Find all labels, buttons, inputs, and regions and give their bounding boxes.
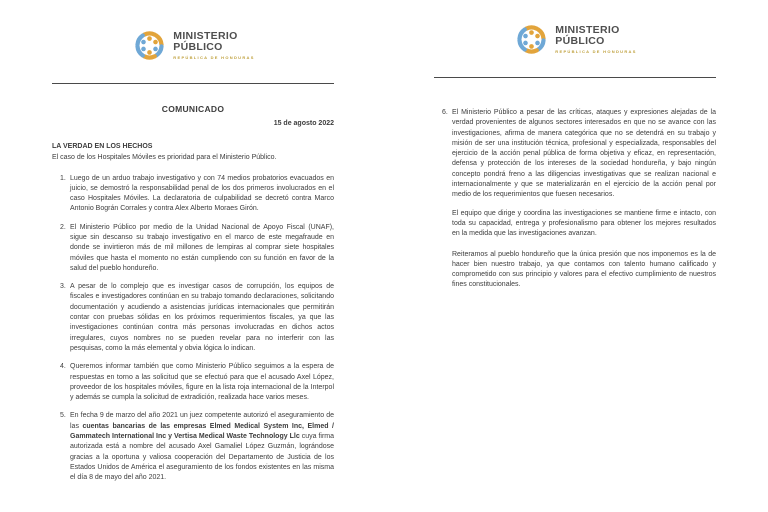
item-text: Luego de un arduo trabajo investigativo y con 74 medios probatorios evacuados en juicio, se demostró la responsabilidad penal de los dos primeros involucrados en el caso Hospitales Móviles. La declaratoria de culpabilidad se decretó contra Marco Antonio Bográn Corrales y contra Alex Alberto Moraes Girón.	[70, 174, 334, 213]
list-item	[52, 223, 334, 274]
item-text: A pesar de lo complejo que es investigar casos de corrupción, los equipos de fiscales e investigadores continúan en su trabajo tomando declaraciones, solicitando documentación y acudiendo a asistencias jurídicas internacionales que permitirán contar con pruebas sólidas en los próximos requerimientos fiscales, ya que las investigaciones continúan contra más personas involucradas en dichos actos irregulares, cuyos nombres no se pueden revelar para no interferir con las pesquisas, como la más elemental y obvia lógica lo indican.	[70, 283, 334, 352]
item-number: 5.	[60, 412, 66, 420]
item-number: 4.	[60, 363, 66, 371]
logo-subtitle: REPÚBLICA DE HONDURAS	[555, 48, 637, 54]
numbered-list-page2	[434, 108, 716, 201]
closing-paragraph: El equipo que dirige y coordina las investigaciones se mantiene firme e intacto, con toda su capacidad, entrega y profesionalismo para obtener los mejores resultados en la medida que las investigaciones avanzan.	[452, 209, 716, 238]
section-subheading: El caso de los Hospitales Móviles es prioridad para el Ministerio Público.	[52, 153, 277, 161]
ministry-logo-text	[555, 25, 636, 54]
item-number: 2.	[60, 223, 66, 231]
logo-title-line2: PÚBLICO	[555, 35, 605, 48]
page-1	[52, 20, 334, 492]
closing-paragraphs	[452, 209, 716, 291]
ministry-logo-text	[173, 31, 254, 60]
item-text: El Ministerio Público a pesar de las críticas, ataques y expresiones alejadas de la verdad provenientes de algunos sectores interesados en que no se avance con las investigaciones, afirma de manera categórica que no se detendrá en su trabajo y misión de ser una institución técnica, profesional y especializada, responsables del ejercicio de la acción penal pública de forma objetiva y eficaz, en representación, defensa y protección de los intereses de la sociedad hondureña, y bajo ningún concepto pondrá freno a las diligencias investigativas que se realizan nacional e internacionalmente y que se materializarán en el ejercicio de la acción penal por medio de los requerimientos que fuesen necesarios.	[452, 109, 716, 199]
communique-date: 15 de agosto 2022	[273, 120, 334, 127]
list-item	[52, 282, 334, 354]
item-text: En fecha 9 de marzo del año 2021 un juez competente autorizó el aseguramiento de las cuentas bancarias de las empresas Elmed Medical System Inc, Elmed / Gammatech International Inc y Vertisa Medical Waste Technology Llc cuya firma autorizada está a nombre del acusado Axel Gamaliel López Guzmán, lográndose gracias a la oportuna y valiosa cooperación del Departamento de Justicia de los Estados Unidos de América el aseguramiento de los fondos existentes en las misma el día 8 de mayo del año 2021.	[70, 412, 334, 482]
item-text: Queremos informar también que como Ministerio Público seguimos a la espera de respuestas en torno a las solicitud que se efectuó para que el acusado Axel López, proveedor de los hospitales móviles, figure en la lista roja internacional de la Interpol y además se cumpla la solicitud de extradición, realizada hace varios meses.	[70, 363, 334, 402]
item-number: 1.	[60, 174, 66, 182]
logo-title-line1: MINISTERIO	[555, 24, 620, 37]
ministry-emblem-icon	[131, 27, 168, 64]
page-2	[434, 14, 716, 301]
ministry-logo	[434, 21, 716, 58]
ministry-logo	[52, 27, 334, 64]
header-rule	[434, 77, 716, 78]
ministry-emblem-icon	[513, 21, 550, 58]
numbered-list-page1	[52, 174, 334, 484]
section-heading: LA VERDAD EN LOS HECHOS	[52, 143, 153, 150]
list-item	[434, 108, 716, 201]
logo-subtitle: REPÚBLICA DE HONDURAS	[173, 54, 255, 60]
list-item	[52, 411, 334, 483]
item-text: El Ministerio Público por medio de la Unidad Nacional de Apoyo Fiscal (UNAF), sigue sin descanso su trabajo investigativo en el marco de este megafraude en donde se invirtieron más de mil millones de lempiras al comprar siete hospitales móviles que hasta el momento no están cumpliendo con su función en favor de la salud del pueblo hondureño.	[70, 223, 334, 272]
logo-title-line1: MINISTERIO	[173, 30, 238, 43]
item-number: 6.	[442, 109, 448, 116]
closing-paragraph: Reiteramos al pueblo hondureño que la única presión que nos imponemos es la de hacer bien nuestro trabajo, ya que contamos con talento humano calificado y comprometido con sus principio y valores para el efectivo cumplimiento de nuestros fines constitucionales.	[452, 250, 716, 289]
header-rule	[52, 83, 334, 84]
item-number: 3.	[60, 283, 66, 291]
logo-title-line2: PÚBLICO	[173, 41, 223, 54]
communique-title: COMUNICADO	[161, 104, 225, 114]
list-item	[52, 174, 334, 215]
list-item	[52, 362, 334, 403]
